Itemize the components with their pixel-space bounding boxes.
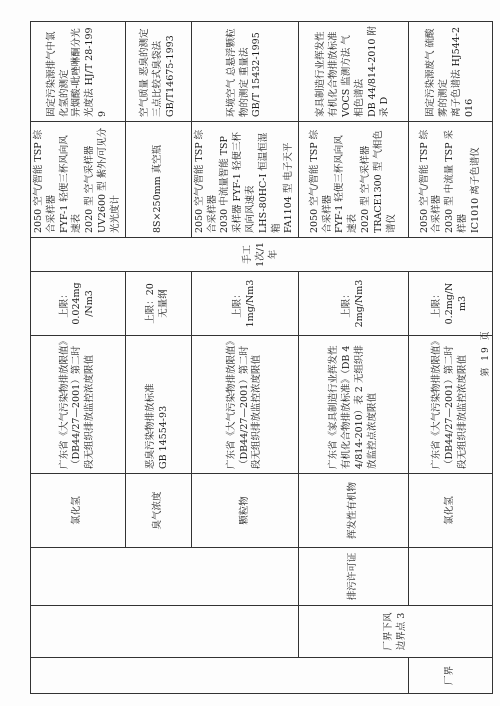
frequency-text: 手工 1次/1年	[242, 242, 279, 267]
cell-pollutant: 颗粒物	[191, 474, 299, 548]
std-method-line: 三点比较式臭袋法	[151, 40, 163, 117]
cell-standard-method	[299, 22, 409, 122]
cell-standard	[191, 336, 299, 474]
limit-line: 0.2mg/N	[444, 282, 456, 325]
method-line: 2050 空气/智能 TSP 综合采样器	[308, 129, 333, 233]
method-line: UV2600 型 紫外/可见分光光度计	[97, 127, 121, 233]
method-line: 2030 中流量智能 TSP 采样器 FYF-1 轻便三杯风向风速表	[219, 132, 256, 233]
limit-line: 上限：	[431, 289, 443, 318]
cell-standard	[299, 336, 409, 474]
method-line: IC1010 离子色谱仪	[469, 147, 481, 233]
limit-line: m3	[457, 295, 469, 312]
method-line: FYF-1 轻便三杯风向风速表	[334, 135, 359, 233]
std-method-line: GB/T14675-1993	[164, 35, 176, 117]
cell-monitoring-point: 厂界下风边界点 3	[299, 606, 493, 658]
cell-pollutant: 氯化氢	[409, 474, 493, 548]
cell-limit	[125, 272, 191, 336]
std-method-line: 固定污染源废气 硫酸雾的测定	[425, 28, 449, 117]
method-line: 2020 型 空气采样器	[360, 145, 372, 233]
standard-line: GB 14554-93	[158, 405, 170, 469]
cell-standard-method	[31, 22, 126, 122]
standard-line: 恶臭污染物排放标准	[145, 383, 157, 469]
cell-pollutant: 臭气浓度	[125, 474, 191, 548]
method-line: LHS-80HC-Ⅰ 恒温恒湿箱	[257, 132, 282, 233]
page-number: 第 19 页	[481, 329, 491, 377]
std-method-line: DB 44/814-2010 附录 D	[366, 26, 391, 117]
cell-category: 排污许可证	[299, 548, 409, 606]
monitoring-table	[30, 21, 493, 694]
method-line: 2020 型 空气采样器	[84, 145, 96, 233]
method-line: FA1104 型 电子天平	[283, 142, 295, 233]
cell-method	[125, 122, 191, 238]
method-line: FYF-1 轻便三杯风向风速表	[58, 135, 83, 233]
limit-line: 1mg/Nm3	[244, 279, 256, 328]
table-row	[31, 22, 126, 694]
std-method-line: 家具制造行业挥发性有机化合物排放标准	[315, 31, 340, 117]
method-line: TRACE1300 型 气相色谱仪	[372, 130, 397, 233]
method-line: 2050 空气/智能 TSP 综合采样器	[33, 129, 57, 233]
std-method-line: 环境空气 总悬浮颗粒物的测定 重量法	[225, 28, 250, 117]
cell-pollutant: 挥发性有机物	[299, 474, 409, 548]
method-line: 2050 空气/智能 TSP 综合采样器	[418, 129, 443, 233]
cell-method	[299, 122, 409, 238]
standard-line: 广东省《大气污染物排放限值》（DB44/27—2001）第二时段无组织排放监控浓度限值	[58, 340, 96, 469]
cell-blank-top	[31, 658, 409, 694]
limit-line: 上限：	[340, 289, 352, 318]
limit-line: 上限：20	[145, 283, 157, 324]
cell-standard-method	[125, 22, 191, 122]
standard-line: 广东省《家具制造行业挥发性有机化合物排放标准》（DB 44/814-2010）表 2 无组织排放监控点浓度限值	[328, 345, 378, 469]
std-method-line: VOCS 监测方法 气相色谱法	[340, 35, 365, 117]
method-line: 2050 空气/智能 TSP 综合采样器	[193, 129, 218, 233]
method-line: 8S×250mm 真空瓶	[151, 144, 163, 233]
standard-line: 广东省《大气污染物排放限值》（DB44/27—2001）第二时段无组织排放监控浓度限值	[431, 340, 469, 469]
limit-line: 2mg/Nm3	[353, 279, 365, 328]
std-method-line: 固定污染源排气中氯化氢的测定	[45, 31, 70, 117]
cell-pollutant: 氯化氢	[31, 474, 126, 548]
cell-limit	[191, 272, 299, 336]
limit-line: 上限：	[232, 289, 244, 318]
std-method-line: 空气质量 恶臭的测定	[138, 28, 150, 117]
std-method-line: 离子色谱法 HJ544-2016	[450, 27, 475, 117]
limit-line: 无量纲	[158, 289, 170, 318]
limit-line: 上限：	[58, 289, 70, 318]
cell-frequency	[31, 238, 493, 272]
standard-line: 广东省《大气污染物排放限值》（DB44/27—2001）第二时段无组织排放监控浓度限值	[225, 340, 263, 469]
cell-limit	[31, 272, 126, 336]
method-line: 2030 型 中流量 TSP 采样器	[444, 130, 469, 233]
cell-limit	[299, 272, 409, 336]
cell-blank-top-3	[31, 548, 299, 606]
cell-standard	[125, 336, 191, 474]
cell-standard-method	[191, 22, 299, 122]
std-method-line: GB/T 15432-1995	[251, 32, 263, 117]
cell-blank-top-2	[31, 606, 299, 658]
std-method-line: 异烟酸-吡唑啉酮分光光度法 HJ/T 28-1999	[71, 27, 109, 117]
cell-method	[191, 122, 299, 238]
table-row	[299, 22, 409, 694]
limit-line: /Nm3	[84, 290, 96, 317]
cell-boundary: 厂界	[409, 658, 493, 694]
cell-standard	[31, 336, 126, 474]
cell-method	[31, 122, 126, 238]
limit-line: 0.024mg	[71, 282, 83, 325]
